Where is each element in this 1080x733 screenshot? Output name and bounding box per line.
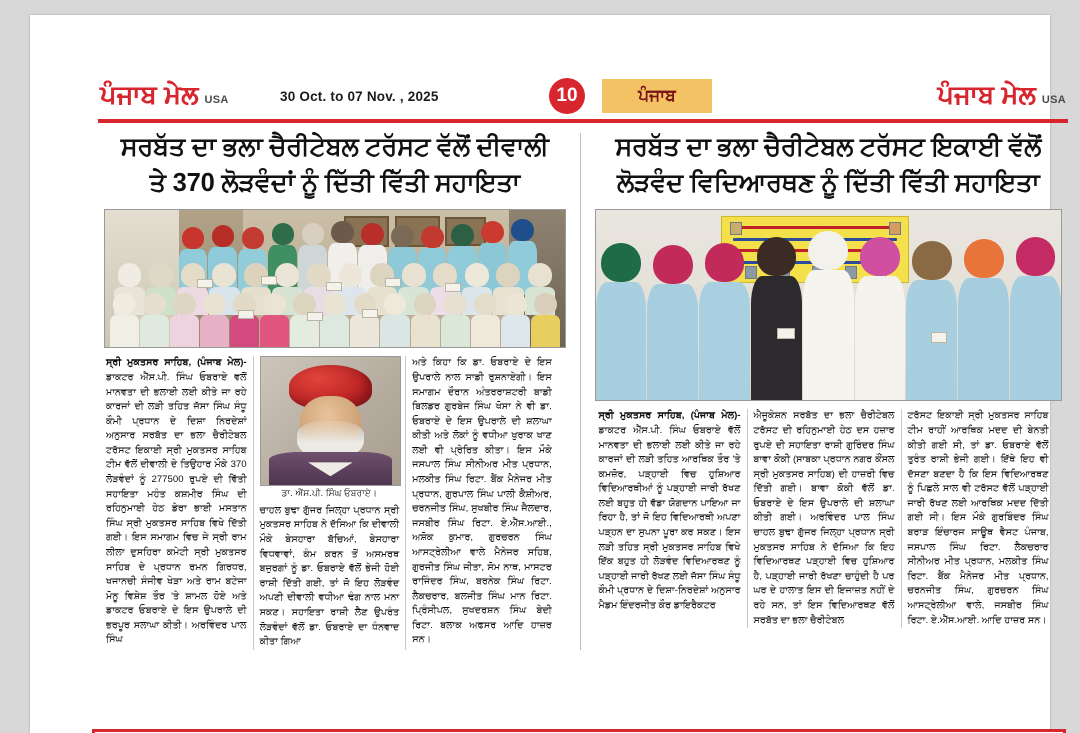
photo-cheque	[777, 328, 795, 339]
page-number-badge: 10	[549, 78, 585, 114]
photo-person	[230, 293, 259, 348]
article-right-headline-line2: ਲੋੜਵੰਦ ਵਿਦਿਆਰਥਣ ਨੂੰ ਦਿੱਤੀ ਵਿੱਤੀ ਸਹਾਇਤਾ	[617, 169, 1040, 198]
article-right-dateline: ਸ੍ਰੀ ਮੁਕਤਸਰ ਸਾਹਿਬ, (ਪੰਜਾਬ ਮੇਲ)-	[598, 410, 741, 422]
masthead-logo-left[interactable]	[100, 83, 229, 108]
photo-person	[471, 293, 500, 348]
photo-person	[110, 293, 139, 348]
photo-cheque	[931, 332, 947, 343]
photo-person	[596, 243, 647, 401]
photo-cheque	[362, 309, 378, 318]
photo-person	[803, 231, 854, 401]
article-right-columns	[593, 409, 1064, 628]
masthead-logo-left-usa: USA	[204, 94, 229, 106]
photo-cheque	[197, 279, 213, 288]
article-right-column-1	[593, 409, 747, 628]
photo-person	[647, 245, 698, 401]
article-left-lead-paragraph	[106, 356, 247, 648]
portrait-block	[260, 356, 400, 500]
portrait-caption: ਡਾ. ਐੱਸ.ਪੀ. ਸਿੰਘ ਓਬਰਾਏ।	[281, 488, 378, 499]
page-content	[90, 77, 1070, 733]
photo-person	[350, 293, 379, 348]
photo-cheque	[326, 282, 342, 291]
article-left-dateline: ਸ੍ਰੀ ਮੁਕਤਸਰ ਸਾਹਿਬ, (ਪੰਜਾਬ ਮੇਲ)-	[106, 357, 247, 369]
photo-person	[855, 237, 906, 401]
article-left-headline-line1: ਸਰਬੱਤ ਦਾ ਭਲਾ ਚੈਰੀਟੇਬਲ ਟਰੱਸਟ ਵੱਲੋਂ ਦੀਵਾਲੀ	[120, 133, 549, 161]
article-right-headline-line1: ਸਰਬੱਤ ਦਾ ਭਲਾ ਚੈਰੀਟੇਬਲ ਟਰੱਸਟ ਇਕਾਈ ਵੱਲੋਂ	[615, 133, 1042, 161]
photo-person	[1010, 237, 1061, 401]
articles-container	[90, 129, 1070, 650]
issue-date: 30 Oct. to 07 Nov. , 2025	[280, 89, 439, 104]
newspaper-sheet	[30, 15, 1066, 733]
bottom-advertisement-box	[92, 729, 1066, 733]
article-left-headline-line2: ਤੇ 370 ਲੋੜਵੰਦਾਂ ਨੂੰ ਦਿੱਤੀ ਵਿੱਤੀ ਸਹਾਇਤਾ	[149, 169, 520, 198]
article-right-photo	[595, 209, 1062, 401]
masthead-logo-right[interactable]	[937, 83, 1066, 108]
photo-person	[200, 293, 229, 348]
masthead-logo-left-text: ਪੰਜਾਬ ਮੇਲ	[100, 81, 199, 109]
article-left-col2-body: ਚਾਹਲ ਬੁਢਾ ਗੁੱਜਰ ਜਿਲ੍ਹਾ ਪ੍ਰਧਾਨ ਸ੍ਰੀ ਮੁਕਤਸਰ ਸਾਹਿਬ ਨੇ ਦੱਸਿਆ ਕਿ ਦੀਵਾਲੀ ਮੌਕੇ ਬੇਸਹਾਰਾ ਬੱਚਿਆਂ, ਬੇਸਹਾਰਾ ਵਿਧਵਾਵਾਂ, ਕੰਮ ਕਰਨ ਤੋਂ ਅਸਮਰਥ ਬਜੁਰਗਾਂ ਨੂੰ ਡਾ. ਓਬਰਾਏ ਵੱਲੋਂ ਭੇਜੀ ਹੋਈ ਰਾਸ਼ੀ ਦਿੱਤੀ ਗਈ, ਤਾਂ ਜੋ ਇਹ ਲੋੜਵੰਦ ਅਪਣੀ ਦੀਵਾਲੀ ਵਧੀਆ ਢੰਗ ਨਾਲ ਮਨਾ ਸਕਣ। ਸਹਾਇਤਾ ਰਾਸ਼ੀ ਲੈਣ ਉਪਰੰਤ ਲੋੜਵੰਦਾਂ ਵੱਲੋਂ ਡਾ. ਓਬਰਾਏ ਦਾ ਧੰਨਵਾਦ ਕੀਤਾ ਗਿਆ	[259, 504, 400, 648]
section-tab: ਪੰਜਾਬ	[602, 79, 712, 113]
photo-person	[906, 241, 957, 401]
article-left-column-1	[100, 356, 253, 649]
photo-person	[958, 239, 1009, 401]
masthead	[90, 77, 1070, 123]
photo-person	[411, 293, 440, 348]
photo-person	[699, 243, 750, 401]
photo-person	[320, 293, 349, 348]
article-right	[581, 129, 1070, 650]
photo-person	[260, 293, 289, 348]
portrait-photo-sp-singh-oberoi	[260, 356, 402, 486]
article-left-headline	[100, 129, 570, 201]
article-right-headline	[593, 129, 1064, 201]
article-right-column-3	[901, 409, 1055, 628]
photo-cheque	[261, 276, 277, 285]
photo-person	[501, 293, 530, 348]
article-left	[90, 129, 580, 650]
masthead-logo-right-usa: USA	[1041, 94, 1066, 106]
article-left-photo	[104, 209, 566, 348]
photo-cheque	[307, 312, 323, 321]
article-left-col1-body: ਡਾਕਟਰ ਐੱਸ.ਪੀ. ਸਿੰਘ ਓਬਰਾਏ ਵਲੋਂ ਮਾਨਵਤਾ ਦੀ ਭਲਾਈ ਲਈ ਕੀਤੇ ਜਾ ਰਹੇ ਕਾਰਜਾਂ ਦੀ ਲੜੀ ਤਹਿਤ ਜੱਸਾ ਸਿੰਘ ਸੰਧੂ ਕੌਮੀ ਪ੍ਰਧਾਨ ਦੇ ਦਿਸ਼ਾ ਨਿਰਦੇਸ਼ਾਂ ਅਨੁਸਾਰ ਸਰਬੱਤ ਦਾ ਭਲਾ ਚੈਰੀਟੇਬਲ ਟਰੱਸਟ ਇਕਾਈ ਸ੍ਰੀ ਮੁਕਤਸਰ ਸਾਹਿਬ ਟੀਮ ਵੱਲੋਂ ਦੀਵਾਲੀ ਦੇ ਤਿਉਹਾਰ ਮੌਕੇ 370 ਲੋੜਵੰਦਾਂ ਨੂੰ 277500 ਰੁਪਏ ਦੀ ਵਿੱਤੀ ਸਹਾਇਤਾ ਮਹੰਤ ਕਸ਼ਮੀਰ ਸਿੰਘ ਦੀ ਰਹਿਨੁਮਾਈ ਹੇਠ ਡੇਰਾ ਭਾਈ ਮਸਤਾਨ ਸਿੰਘ ਸ੍ਰੀ ਮੁਕਤਸਰ ਸਾਹਿਬ ਵਿਖੇ ਦਿੱਤੀ ਗਈ। ਇਸ ਸਮਾਗਮ ਵਿਚ ਜੇ ਸ੍ਰੀ ਰਾਮ ਲੀਲਾ ਦੁਸਹਿਰਾ ਕਮੇਟੀ ਸ੍ਰੀ ਮੁਕਤਸਰ ਸਾਹਿਬ ਦੇ ਪ੍ਰਧਾਨ ਰਮਨ ਗਿਰਧਰ, ਖਜਾਨਚੀ ਸੰਜੀਵ ਖੇੜਾ ਅਤੇ ਰਾਮ ਬਟੇਜਾ ਮੋਨੂ ਵਿਸ਼ੇਸ਼ ਤੌਰ 'ਤੇ ਸ਼ਾਮਲ ਹੋਏ ਅਤੇ ਡਾਕਟਰ ਓਬਰਾਏ ਦੇ ਇਸ ਉਪਰਾਲੇ ਦੀ ਭਰਪੂਰ ਸਲਾਘਾ ਕੀਤੀ। ਅਰਵਿੰਦਰ ਪਾਲ ਸਿੰਘ	[106, 371, 247, 646]
photo-person	[441, 293, 470, 348]
article-right-col3-body: ਟਰੱਸਟ ਇਕਾਈ ਸ੍ਰੀ ਮੁਕਤਸਰ ਸਾਹਿਬ ਟੀਮ ਰਾਹੀਂ ਆਰਥਿਕ ਮਦਦ ਦੀ ਬੇਨਤੀ ਕੀਤੀ ਗਈ ਸੀ, ਤਾਂ ਡਾ. ਓਬਰਾਏ ਵੱਲੋਂ ਤੁਰੰਤ ਰਾਸ਼ੀ ਭੇਜੀ ਗਈ। ਇੱਥੇ ਇਹ ਵੀ ਦੱਸਣਾ ਬਣਦਾ ਹੈ ਕਿ ਇਸ ਵਿਦਿਆਰਥਣ ਨੂੰ ਪਿਛਲੇ ਸਾਲ ਵੀ ਟਰੱਸਟ ਵੱਲੋਂ ਪੜ੍ਹਾਈ ਜਾਰੀ ਰੱਖਣ ਲਈ ਆਰਥਿਕ ਮਦਦ ਦਿੱਤੀ ਗਈ ਸੀ। ਇਸ ਮੌਕੇ ਗੁਰਬਿੰਦਰ ਸਿੰਘ ਬਰਾੜ ਇੰਚਾਰਜ ਸਾਊਥ ਵੈਸਟ ਪੰਜਾਬ, ਜਸਪਾਲ ਸਿੰਘ ਰਿਟਾ. ਲੈਕਚਰਾਰ ਸੀਨੀਅਰ ਮੀਤ ਪ੍ਰਧਾਨ, ਮਲਕੀਤ ਸਿੰਘ ਰਿਟਾ. ਬੈਂਕ ਮੈਨੇਜਰ ਮੀਤ ਪ੍ਰਧਾਨ, ਚਰਨਜੀਤ ਸਿੰਘ, ਗੁਰਚਰਨ ਸਿੰਘ ਆਸਟ੍ਰੇਲੀਆ ਵਾਲੇ, ਜਸਬੀਰ ਸਿੰਘ ਰਿਟਾ. ਏ.ਐੱਸ.ਆਈ. ਆਦਿ ਹਾਜ਼ਰ ਸਨ।	[907, 410, 1049, 626]
article-right-col2-body: ਐਜੂਕੇਸ਼ਨ ਸਰਬੱਤ ਦਾ ਭਲਾ ਚੈਰੀਟੇਬਲ ਟਰੱਸਟ ਦੀ ਰਹਿਨੁਮਾਈ ਹੇਠ ਦਸ ਹਜ਼ਾਰ ਰੁਪਏ ਦੀ ਸਹਾਇਤਾ ਰਾਸ਼ੀ ਗੁਰਿੰਦਰ ਸਿੰਘ ਬਾਵਾ ਕੋਕੀ (ਸਾਬਕਾ ਪ੍ਰਧਾਨ ਨਗਰ ਕੌਂਸਲ ਸ੍ਰੀ ਮੁਕਤਸਰ ਸਾਹਿਬ) ਦੀ ਹਾਜ਼ਰੀ ਵਿਚ ਦਿੱਤੀ ਗਈ। ਬਾਵਾ ਕੋਕੀ ਵੱਲੋਂ ਡਾ. ਓਬਰਾਏ ਦੇ ਇਸ ਉਪਰਾਲੇ ਦੀ ਸ਼ਲਾਘਾ ਕੀਤੀ ਗਈ। ਅਰਵਿੰਦਰ ਪਾਲ ਸਿੰਘ ਚਾਹਲ ਬੁਢਾ ਗੁੱਜਰ ਜਿਲ੍ਹਾ ਪ੍ਰਧਾਨ ਸ੍ਰੀ ਮੁਕਤਸਰ ਸਾਹਿਬ ਨੇ ਦੱਸਿਆ ਕਿ ਇਹ ਵਿਦਿਆਰਥਣ ਪੜ੍ਹਾਈ ਵਿਚ ਹੁਸ਼ਿਆਰ ਹੈ, ਪੜ੍ਹਾਈ ਜਾਰੀ ਰੱਖਣਾ ਚਾਹੁੰਦੀ ਹੈ ਪਰ ਘਰ ਦੇ ਹਾਲਾਤ ਇਸ ਦੀ ਇਜਾਜ਼ਤ ਨਹੀਂ ਦੇ ਰਹੇ ਸਨ, ਤਾਂ ਇਸ ਵਿਦਿਆਰਥਣ ਵੱਲੋਂ ਸਰਬੱਤ ਦਾ ਭਲਾ ਚੈਰੀਟੇਬਲ	[753, 410, 895, 626]
article-left-col3-body: ਅਤੇ ਕਿਹਾ ਕਿ ਡਾ. ਓਬਰਾਏ ਦੇ ਇਸ ਉਪਰਾਲੇ ਨਾਲ ਸਾਡੀ ਰੁਸ਼ਨਾਏਗੀ। ਇਸ ਸਮਾਗਮ ਦੌਰਾਨ ਅੰਤਰਰਾਸ਼ਟਰੀ ਬਾਡੀ ਬਿਲਡਰ ਗੁਰਬੇਜ ਸਿੰਘ ਖੋਸਾ ਨੇ ਵੀ ਡਾ. ਓਬਰਾਏ ਦੇ ਇਸ ਉਪਰਾਲੇ ਦੀ ਸ਼ਲਾਘਾ ਕੀਤੀ ਅਤੇ ਲੋਕਾਂ ਨੂੰ ਵਧੀਆ ਖੁਰਾਕ ਖਾਣ ਲਈ ਵੀ ਪ੍ਰੇਰਿਤ ਕੀਤਾ। ਇਸ ਮੌਕੇ ਜਸਪਾਲ ਸਿੰਘ ਸੀਨੀਅਰ ਮੀਤ ਪ੍ਰਧਾਨ, ਮਲਕੀਤ ਸਿੰਘ ਰਿਟਾ. ਬੈਂਕ ਮੈਨੇਜਰ ਮੀਤ ਪ੍ਰਧਾਨ, ਗੁਰਪਾਲ ਸਿੰਘ ਪਾਲੀ ਕੈਸ਼ੀਅਰ, ਚਰਨਜੀਤ ਸਿੰਘ, ਸੁਖਬੀਰ ਸਿੰਘ ਜੈਲਦਾਰ, ਜਸਬੀਰ ਸਿੰਘ ਰਿਟਾ. ਏ.ਐੱਸ.ਆਈ., ਅਸ਼ੋਕ ਕੁਮਾਰ, ਗੁਰਚਰਨ ਸਿੰਘ ਆਸਟ੍ਰੇਲੀਆ ਵਾਲੇ ਮੈਨੇਜਰ ਸਹਿਬ, ਗੁਰਜੀਤ ਸਿੰਘ ਜੀਤਾ, ਸੋਮ ਨਾਥ, ਮਾਸਟਰ ਰਾਜਿੰਦਰ ਸਿੰਘ, ਬਰਨੇਕ ਸਿੰਘ ਰਿਟਾ. ਲੈਕਚਰਾਰ, ਬਲਜੀਤ ਸਿੰਘ ਮਾਨ ਰਿਟਾ. ਪ੍ਰਿੰਸੀਪਲ, ਸੁਖਦਰਸ਼ਨ ਸਿੰਘ ਬੇਦੀ ਰਿਟਾ. ਬਲਾਕ ਅਫਸਰ ਆਦਿ ਹਾਜ਼ਰ ਸਨ।	[412, 357, 552, 646]
masthead-divider-rule	[98, 119, 1068, 123]
article-left-column-3	[405, 356, 558, 649]
photo-group-row	[596, 233, 1061, 400]
article-left-columns	[100, 356, 570, 649]
photo-person	[531, 293, 560, 348]
photo-person	[380, 293, 409, 348]
photo-cheque	[238, 310, 254, 319]
article-left-column-2	[253, 356, 406, 649]
photo-cheque	[445, 283, 461, 292]
article-right-lead-paragraph	[599, 409, 741, 613]
photo-person	[140, 293, 169, 348]
article-right-column-2	[747, 409, 901, 628]
photo-cheque	[385, 278, 401, 287]
photo-person-student	[751, 237, 802, 401]
masthead-logo-right-text: ਪੰਜਾਬ ਮੇਲ	[937, 81, 1036, 109]
photo-person	[170, 293, 199, 348]
article-right-col1-body: ਡਾਕਟਰ ਐੱਸ.ਪੀ. ਸਿੰਘ ਓਬਰਾਏ ਵੱਲੋਂ ਮਾਨਵਤਾ ਦੀ ਭਲਾਈ ਲਈ ਕੀਤੇ ਜਾ ਰਹੇ ਕਾਰਜਾਂ ਦੀ ਲੜੀ ਤਹਿਤ ਆਰਥਿਕ ਤੌਰ 'ਤੇ ਕਮਜ਼ੋਰ, ਪੜ੍ਹਾਈ ਵਿਚ ਹੁਸ਼ਿਆਰ ਵਿਦਿਆਰਥੀਆਂ ਨੂੰ ਪੜ੍ਹਾਈ ਜਾਰੀ ਰੱਖਣ ਲਈ ਬਹੁਤ ਹੀ ਵੱਡਾ ਯੋਗਦਾਨ ਪਾਇਆ ਜਾ ਰਿਹਾ ਹੈ, ਤਾਂ ਜੋ ਇਹ ਵਿਦਿਆਰਥੀ ਅਪਣਾ ਪੜ੍ਹਨ ਦਾ ਸੁਪਨਾ ਪੂਰਾ ਕਰ ਸਕਣ। ਇਸ ਲੜੀ ਤਹਿਤ ਸ੍ਰੀ ਮੁਕਤਸਰ ਸਾਹਿਬ ਵਿਖੇ ਇੱਕ ਬਹੁਤ ਹੀ ਲੋੜਵੰਦ ਵਿਦਿਆਰਥਣ ਨੂੰ ਪੜ੍ਹਾਈ ਜਾਰੀ ਰੱਖਣ ਲਈ ਜੱਸਾ ਸਿੰਘ ਸੰਧੂ ਕੌਮੀ ਪ੍ਰਧਾਨ ਦੇ ਦਿਸ਼ਾ-ਨਿਰਦੇਸ਼ਾਂ ਅਨੁਸਾਰ ਮੈਡਮ ਇੰਦਰਜੀਤ ਕੌਰ ਡਾਇਰੈਕਟਰ	[598, 424, 741, 611]
photo-seated-row-2	[110, 301, 560, 348]
